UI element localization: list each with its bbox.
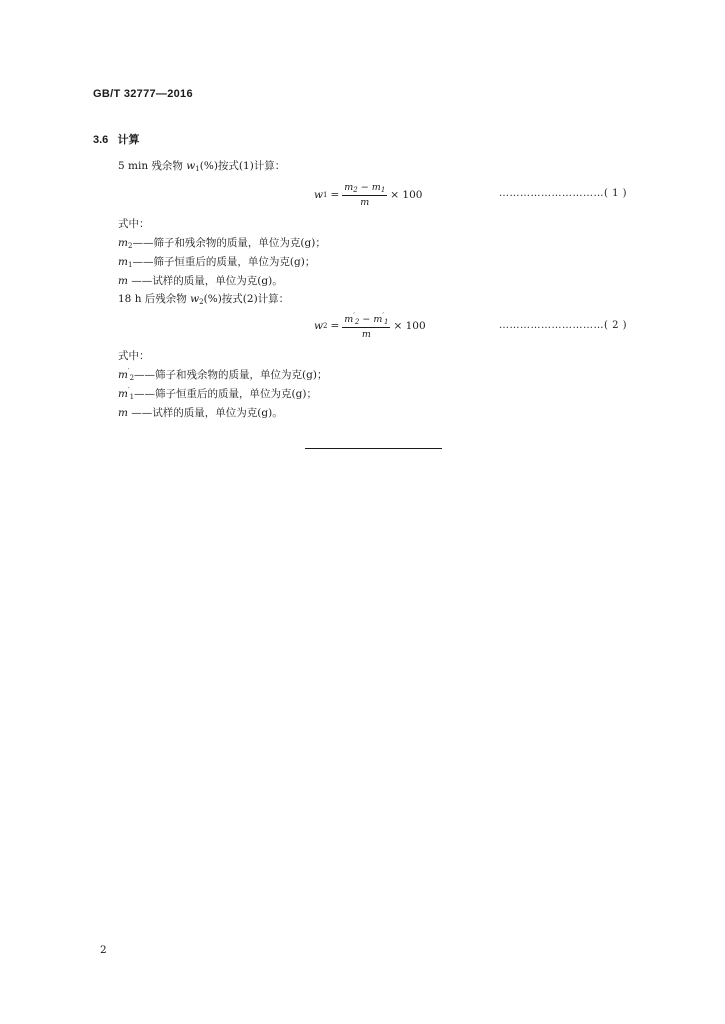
formula1-intro-suffix: (%)按式(1)计算：: [199, 160, 286, 172]
formula1-number-label: ( 1 ): [604, 188, 628, 199]
section-heading: [93, 131, 139, 147]
formula-1: [314, 182, 422, 208]
formula2-fraction: [342, 312, 390, 340]
end-rule: [305, 448, 442, 449]
formula1-intro-prefix: 5 min 残余物: [118, 160, 183, 172]
formula2-lhs: w: [314, 320, 323, 333]
where2-item: $m'_2——$筛子和残余物的质量，单位为克(g)；: [118, 367, 328, 382]
formula2-intro-var-sub: 2: [199, 298, 204, 306]
formula2-equals: =: [330, 320, 340, 333]
formula1-intro-var: w: [186, 160, 196, 172]
where2-label: 式中：: [118, 350, 150, 362]
formula2-number: [499, 320, 627, 331]
formula1-lhs-sub: 1: [323, 191, 328, 199]
formula1-intro: [118, 158, 285, 173]
formula2-number-label: ( 2 ): [604, 320, 628, 331]
section-number: 3.6: [93, 134, 109, 146]
formula1-numerator: $m_2 - m_1$: [344, 182, 386, 194]
formula2-numerator: $m'_2 - m'_1$: [344, 312, 389, 327]
formula2-lhs-sub: 2: [323, 322, 328, 331]
formula2-times-100: × 100: [393, 320, 426, 333]
formula1-equals: =: [330, 189, 340, 201]
page-number: 2: [100, 944, 107, 956]
formula2-intro-var: w: [190, 293, 200, 305]
standard-number: GB/T 32777—2016: [93, 88, 193, 100]
formula2-leader: …………………………: [499, 320, 604, 331]
formula1-intro-var-sub: 1: [195, 165, 200, 173]
formula1-leader: …………………………: [499, 188, 604, 199]
formula2-denominator: m: [361, 329, 371, 341]
where1-item: m ——试样的质量，单位为克(g)。: [118, 275, 283, 287]
where1-label: 式中：: [118, 218, 150, 230]
where2-item: $m'_1——$筛子恒重后的质量，单位为克(g)；: [118, 386, 317, 401]
formula-2: [314, 312, 426, 340]
where1-item: $m_2——$筛子和残余物的质量，单位为克(g)；: [118, 237, 326, 250]
formula1-times-100: × 100: [390, 189, 423, 201]
formula2-intro: [118, 291, 289, 306]
formula2-intro-prefix: 18 h 后残余物: [118, 293, 187, 305]
formula1-number: [499, 188, 627, 199]
section-title: 计算: [117, 134, 140, 146]
formula1-denominator: m: [360, 197, 370, 208]
formula2-intro-suffix: (%)按式(2)计算：: [203, 293, 290, 305]
where2-item: m ——试样的质量，单位为克(g)。: [118, 407, 283, 419]
where1-item: $m_1——$筛子恒重后的质量，单位为克(g)；: [118, 256, 316, 269]
formula1-fraction: [342, 182, 387, 208]
formula1-lhs: w: [314, 189, 323, 201]
